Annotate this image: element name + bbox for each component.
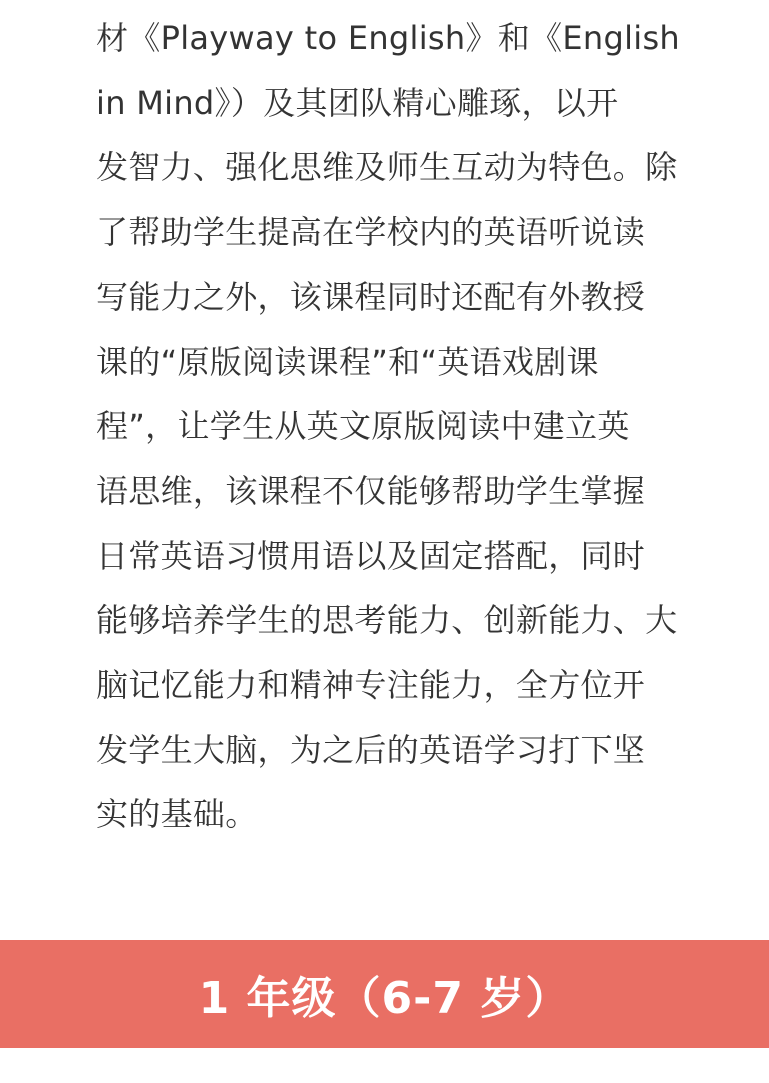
article-line: 发智力、强化思维及师生互动为特色。除 — [96, 148, 678, 187]
article-line: 课的“原版阅读课程”和“英语戏剧课 — [96, 342, 599, 381]
article-line: 语思维，该课程不仅能够帮助学生掌握 — [96, 471, 646, 510]
article-line: 实的基础。 — [96, 795, 258, 834]
grade-section-banner — [0, 940, 769, 1048]
article-line: 了帮助学生提高在学校内的英语听说读 — [96, 213, 646, 252]
article-line: 程”，让学生从英文原版阅读中建立英 — [96, 407, 630, 446]
grade-section-title: 1 年级（6-7 岁） — [198, 973, 571, 1024]
article-body — [96, 6, 686, 847]
article-line: 材《Playway to English》和《English — [96, 19, 681, 57]
article-line: 写能力之外，该课程同时还配有外教授 — [96, 277, 646, 316]
article-line: in Mind》）及其团队精心雕琢，以开 — [96, 83, 619, 122]
article-line: 发学生大脑，为之后的英语学习打下坚 — [96, 730, 646, 769]
article-line: 日常英语习惯用语以及固定搭配，同时 — [96, 536, 646, 575]
article-line: 能够培养学生的思考能力、创新能力、大 — [96, 601, 678, 640]
article-line: 脑记忆能力和精神专注能力，全方位开 — [96, 666, 646, 705]
